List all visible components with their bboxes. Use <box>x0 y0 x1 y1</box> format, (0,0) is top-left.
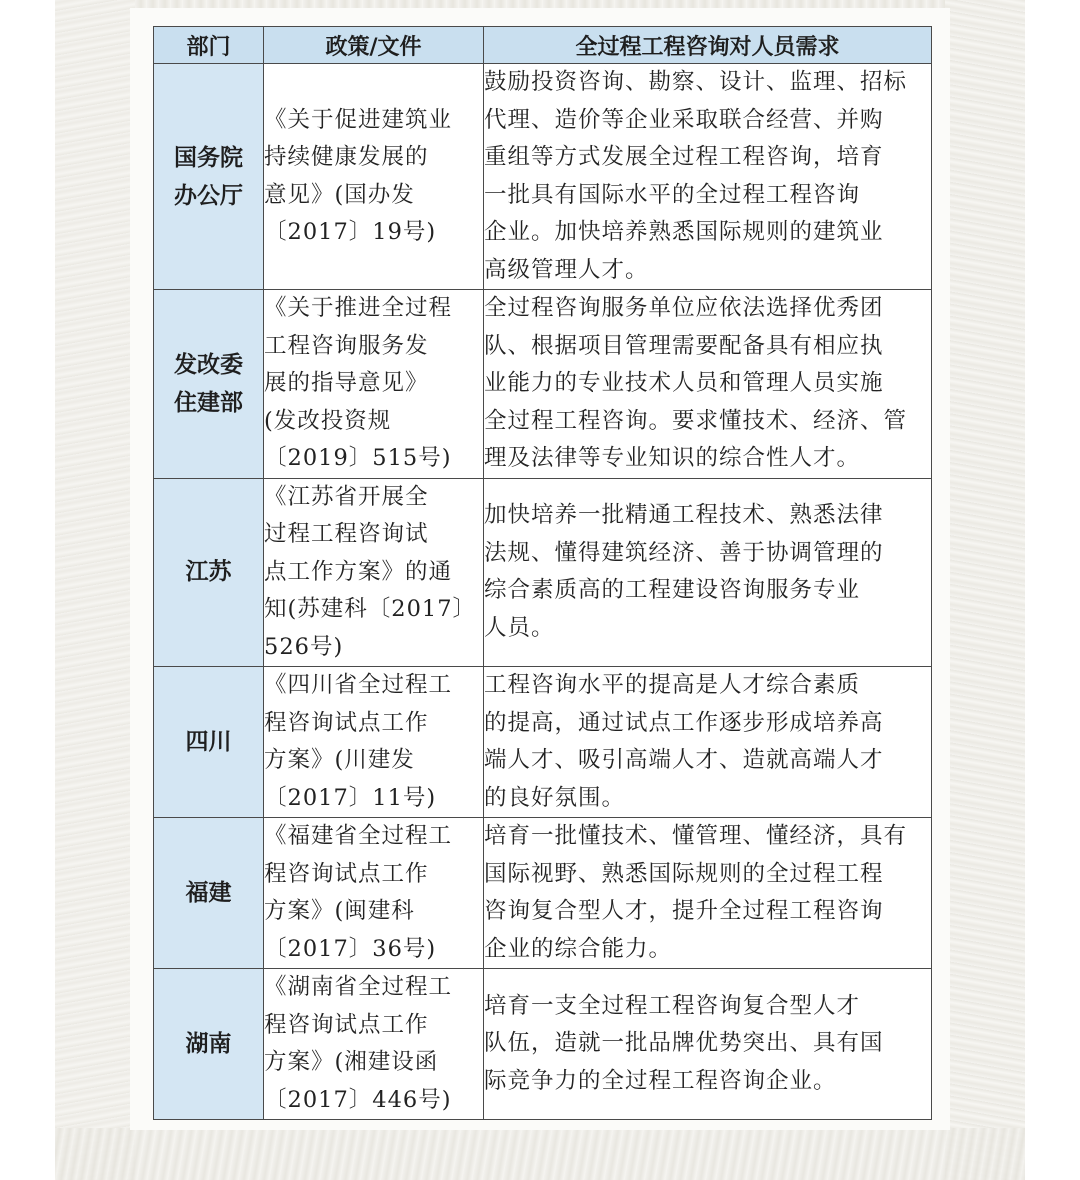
table-row <box>154 818 932 969</box>
policy-line: 程咨询试点工作 <box>264 709 429 736</box>
header-dept: 部门 <box>154 27 264 64</box>
policy-table <box>153 26 932 1120</box>
table-row <box>154 667 932 818</box>
policy-line: 持续健康发展的 <box>264 144 429 170</box>
requirement-cell <box>484 969 932 1120</box>
policy-cell <box>264 478 484 667</box>
requirement-cell <box>484 64 932 290</box>
dept-line: 住建部 <box>174 389 243 416</box>
policy-line: 方案》(川建发 <box>264 747 415 773</box>
requirement-line: 培育一批懂技术、懂管理、懂经济，具有 <box>484 823 908 849</box>
table-row <box>154 64 932 290</box>
policy-line: 〔2017〕36号) <box>264 935 437 962</box>
requirement-line: 的提高，通过试点工作逐步形成培养高 <box>484 709 884 736</box>
requirement-line: 一批具有国际水平的全过程工程咨询 <box>484 181 861 208</box>
dept-line: 湖南 <box>185 1031 232 1057</box>
policy-line: 〔2019〕515号) <box>264 445 452 471</box>
requirement-cell <box>484 667 932 818</box>
policy-line: (发改投资规 <box>264 407 392 434</box>
dept-line: 江苏 <box>185 559 232 586</box>
policy-cell <box>264 290 484 479</box>
policy-line: 点工作方案》的通 <box>264 558 453 585</box>
paper-texture-left <box>55 0 135 1180</box>
requirement-line: 高级管理人才。 <box>484 256 649 283</box>
requirement-line: 全过程咨询服务单位应依法选择优秀团 <box>484 295 884 321</box>
requirement-cell <box>484 290 932 479</box>
policy-line: 程咨询试点工作 <box>264 1011 429 1038</box>
dept-cell <box>154 667 264 818</box>
dept-cell <box>154 818 264 969</box>
requirement-line: 际竞争力的全过程工程咨询企业。 <box>484 1067 837 1094</box>
policy-cell <box>264 818 484 969</box>
policy-line: 程咨询试点工作 <box>264 860 429 887</box>
requirement-cell <box>484 818 932 969</box>
dept-line: 办公厅 <box>174 182 243 209</box>
requirement-cell <box>484 478 932 667</box>
policy-line: 《江苏省开展全 <box>264 483 429 510</box>
table-row <box>154 478 932 667</box>
policy-line: 《湖南省全过程工 <box>264 974 453 1000</box>
dept-cell <box>154 290 264 479</box>
dept-line: 国务院 <box>174 144 243 171</box>
dept-cell <box>154 64 264 290</box>
requirement-line: 综合素质高的工程建设咨询服务专业 <box>484 577 861 604</box>
policy-line: 《关于促进建筑业 <box>264 106 453 133</box>
dept-line: 发改委 <box>174 351 243 378</box>
policy-line: 工程咨询服务发 <box>264 332 429 359</box>
requirement-line: 人员。 <box>484 614 555 641</box>
policy-line: 知(苏建科〔2017〕 <box>264 596 477 622</box>
header-requirement: 全过程工程咨询对人员需求 <box>484 27 932 64</box>
policy-line: 〔2017〕19号) <box>264 219 437 245</box>
paper-texture-bottom <box>55 1128 1025 1180</box>
policy-line: 方案》(湘建设函 <box>264 1049 439 1075</box>
header-policy: 政策/文件 <box>264 27 484 64</box>
requirement-line: 咨询复合型人才，提升全过程工程咨询 <box>484 898 884 924</box>
dept-cell <box>154 969 264 1120</box>
requirement-line: 理及法律等专业知识的综合性人才。 <box>484 445 861 471</box>
policy-line: 展的指导意见》 <box>264 370 429 396</box>
dept-line: 福建 <box>185 880 232 906</box>
requirement-line: 法规、懂得建筑经济、善于协调管理的 <box>484 539 884 566</box>
requirement-line: 培育一支全过程工程咨询复合型人才 <box>484 992 861 1019</box>
requirement-line: 重组等方式发展全过程工程咨询，培育 <box>484 144 884 170</box>
requirement-line: 全过程工程咨询。要求懂技术、经济、管 <box>484 407 908 434</box>
requirement-line: 端人才、吸引高端人才、造就高端人才 <box>484 747 884 773</box>
policy-line: 《关于推进全过程 <box>264 295 453 321</box>
policy-cell <box>264 64 484 290</box>
requirement-line: 代理、造价等企业采取联合经营、并购 <box>484 106 884 133</box>
header-row <box>154 27 932 64</box>
policy-line: 〔2017〕11号) <box>264 784 437 811</box>
dept-line: 四川 <box>185 729 232 755</box>
requirement-line: 国际视野、熟悉国际规则的全过程工程 <box>484 860 884 887</box>
requirement-line: 工程咨询水平的提高是人才综合素质 <box>484 672 861 698</box>
requirement-line: 队、根据项目管理需要配备具有相应执 <box>484 332 884 359</box>
policy-line: 526号) <box>264 633 344 660</box>
policy-line: 意见》(国办发 <box>264 181 415 208</box>
table-row <box>154 969 932 1120</box>
policy-line: 方案》(闽建科 <box>264 898 415 924</box>
dept-cell <box>154 478 264 667</box>
requirement-line: 的良好氛围。 <box>484 784 626 811</box>
requirement-line: 队伍，造就一批品牌优势突出、具有国 <box>484 1030 884 1057</box>
policy-line: 《四川省全过程工 <box>264 672 453 698</box>
requirement-line: 加快培养一批精通工程技术、熟悉法律 <box>484 502 884 529</box>
requirement-line: 企业。加快培养熟悉国际规则的建筑业 <box>484 219 884 245</box>
paper-texture-right <box>945 0 1025 1180</box>
policy-line: 《福建省全过程工 <box>264 823 453 849</box>
requirement-line: 鼓励投资咨询、勘察、设计、监理、招标 <box>484 69 908 95</box>
requirement-line: 业能力的专业技术人员和管理人员实施 <box>484 370 884 396</box>
table-row <box>154 290 932 479</box>
policy-line: 〔2017〕446号) <box>264 1086 452 1113</box>
requirement-line: 企业的综合能力。 <box>484 935 673 962</box>
policy-cell <box>264 969 484 1120</box>
policy-line: 过程工程咨询试 <box>264 521 429 547</box>
policy-cell <box>264 667 484 818</box>
